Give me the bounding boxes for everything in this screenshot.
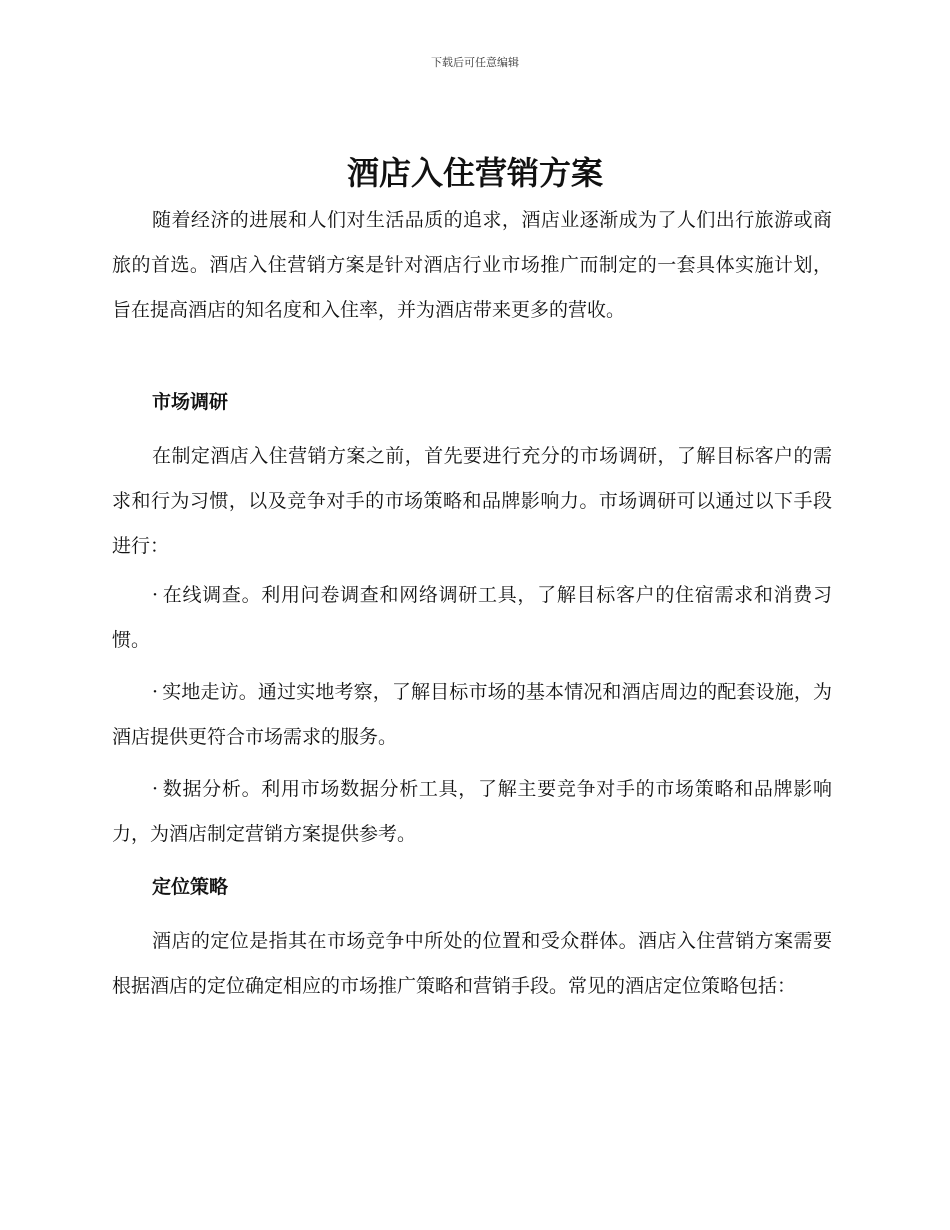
bullet-item-field-visit — [112, 670, 832, 760]
intro-paragraph: 随着经济的进展和人们对生活品质的追求，酒店业逐渐成为了人们出行旅游或商旅的首选。酒店入住营销方案是针对酒店行业市场推广而制定的一套具体实施计划，旨在提高酒店的知名度和入住率，并为酒店带来更多的营收。 — [112, 209, 832, 321]
bullet-text: 数据分析。利用市场数据分析工具，了解主要竞争对手的市场策略和品牌影响力，为酒店制定营销方案提供参考。 — [112, 778, 832, 845]
header-note: 下载后可任意编辑 — [431, 56, 519, 69]
bullet-text: 实地走访。通过实地考察，了解目标市场的基本情况和酒店周边的配套设施，为酒店提供更符合市场需求的服务。 — [112, 681, 832, 748]
positioning-strategy-paragraph: 酒店的定位是指其在市场竞争中所处的位置和受众群体。酒店入住营销方案需要根据酒店的定位确定相应的市场推广策略和营销手段。常见的酒店定位策略包括： — [112, 930, 832, 997]
market-research-paragraph: 在制定酒店入住营销方案之前，首先要进行充分的市场调研，了解目标客户的需求和行为习惯，以及竞争对手的市场策略和品牌影响力。市场调研可以通过以下手段进行： — [112, 445, 832, 557]
bullet-marker: · — [152, 584, 159, 606]
bullet-item-data-analysis — [112, 767, 832, 857]
bullet-marker: · — [152, 778, 159, 800]
bullet-marker: · — [152, 681, 159, 703]
section-heading-positioning-strategy: 定位策略 — [152, 876, 229, 898]
section-heading-market-research: 市场调研 — [152, 391, 229, 413]
document-title: 酒店入住营销方案 — [346, 154, 603, 192]
bullet-text: 在线调查。利用问卷调查和网络调研工具，了解目标客户的住宿需求和消费习惯。 — [112, 584, 832, 651]
bullet-item-online-survey — [112, 573, 832, 663]
